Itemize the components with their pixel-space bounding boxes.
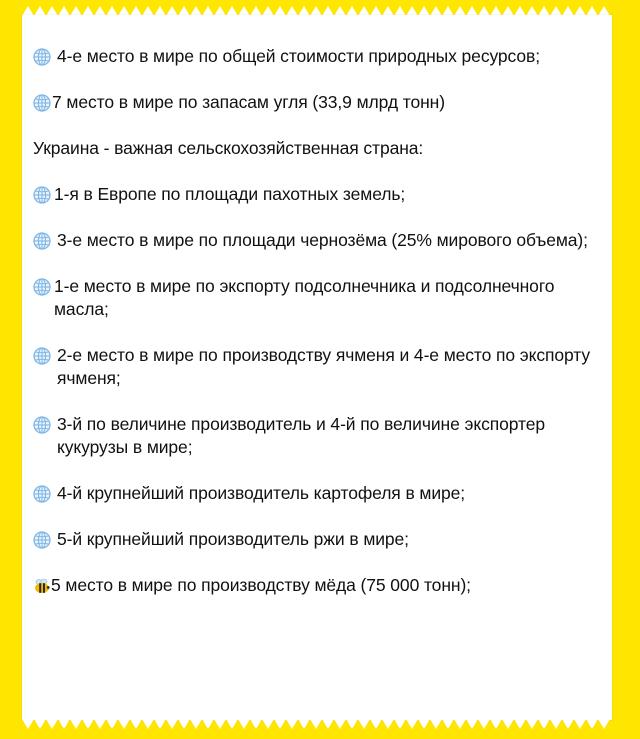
fact-item	[33, 229, 593, 252]
fact-text: 1-я в Европе по площади пахотных земель;	[54, 184, 406, 204]
globe-icon	[33, 531, 51, 549]
globe-icon	[33, 278, 51, 296]
fact-text: 4-й крупнейший производитель картофеля в мире;	[57, 483, 466, 503]
fact-item	[33, 482, 593, 505]
fact-text: 5 место в мире по производству мёда (75 000 тонн);	[51, 575, 471, 595]
fact-item	[33, 45, 593, 68]
fact-item	[33, 91, 593, 114]
fact-text: 3-й по величине производитель и 4-й по величине экспортер кукурузы в мире;	[57, 414, 545, 457]
fact-text: 2-е место в мире по производству ячменя и 4-е место по экспорту ячменя;	[57, 345, 591, 388]
section-heading-text: Украина - важная сельскохозяйственная страна:	[33, 138, 424, 158]
fact-item	[33, 574, 593, 597]
fact-item	[33, 528, 593, 551]
fact-item	[33, 275, 593, 321]
globe-icon	[33, 94, 51, 112]
globe-icon	[33, 347, 51, 365]
section-heading	[33, 137, 593, 160]
bee-icon	[33, 577, 51, 595]
globe-icon	[33, 485, 51, 503]
facts-list	[33, 45, 593, 597]
fact-text: 5-й крупнейший производитель ржи в мире;	[57, 529, 409, 549]
fact-text: 1-е место в мире по экспорту подсолнечника и подсолнечного масла;	[54, 276, 555, 319]
globe-icon	[33, 232, 51, 250]
globe-icon	[33, 186, 51, 204]
fact-text: 7 место в мире по запасам угля (33,9 млрд тонн)	[52, 92, 445, 112]
fact-item	[33, 413, 593, 459]
globe-icon	[33, 48, 51, 66]
card-torn-edge-bottom	[22, 719, 612, 729]
fact-item	[33, 183, 593, 206]
globe-icon	[33, 416, 51, 434]
fact-text: 4-е место в мире по общей стоимости природных ресурсов;	[57, 46, 540, 66]
fact-item	[33, 344, 593, 390]
fact-text: 3-е место в мире по площади чернозёма (25% мирового объема);	[57, 230, 588, 250]
